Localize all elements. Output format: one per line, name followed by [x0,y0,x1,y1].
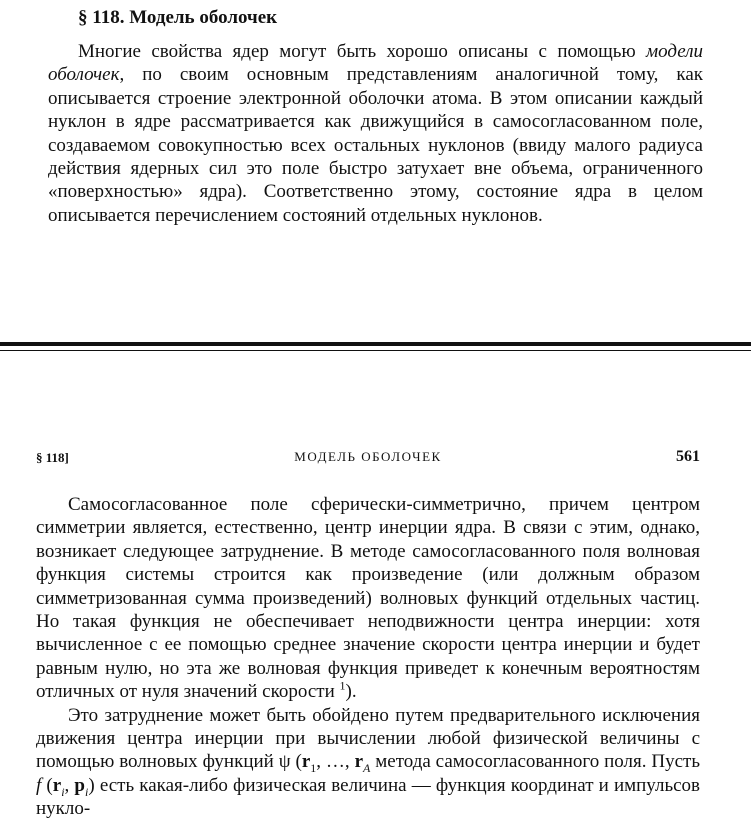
r-subscript-a: A [363,761,371,776]
body-paragraph-2: Это затруднение может быть обойдено путем предварительного исключения движения центра инерции при вычислении любой физической величины с помощью волновых функций ψ ($r_1$, …, $r_A$ метода самосогласованного поля. Пусть f ($r_i$, $p_i$) есть какая-либо физическая величина — функция координат и импульсов нукло- [36,704,701,820]
body-paragraph-1-end: ). [345,681,357,703]
intro-italic-term: модели оболочек [48,41,703,86]
ellipsis: , …, [316,751,350,773]
r-vector-i: r [52,774,62,796]
running-head-section: § 118] [36,450,69,465]
intro-text-rest: , по своим основным представлениям аналогичной тому, как описывается строение электронной оболочки атома. В этом описании каждый нуклон в ядре рассматривается как движущийся в самосогласованном поле, создаваемом совокупностью всех остальных нуклонов (ввиду малого радиуса действия ядерных сил это поле быстро затухает вне объема, ограниченного «поверхностью» ядра). Соответственно этому, состояние ядра в целом описывается перечислением состояний отдельных нуклонов. [48,64,703,226]
section-118-intro [48,6,703,227]
section-heading: § 118. Модель оболочек [78,7,278,28]
r-subscript-1: 1 [310,761,317,776]
running-head [36,446,700,468]
f-symbol: f [36,774,42,796]
body-paragraph-2-mid: метода самосогласованного поля. Пусть [375,751,700,773]
body-paragraph-1 [36,493,700,704]
footnote-marker: 1 [339,678,346,693]
psi-open-paren: ( [295,751,302,773]
p-subscript-i: i [85,784,89,799]
body-paragraph-2-tail: есть какая-либо физическая величина — функция координат и импульсов нукло- [36,774,701,820]
intro-paragraph [48,40,703,227]
f-open-paren: ( [46,774,53,796]
running-head-title: МОДЕЛЬ ОБОЛОЧЕК [294,449,442,464]
page-divider-thin [0,350,751,351]
r-vector-a: r [354,751,363,773]
page-561-body [36,493,700,821]
intro-text-start: Многие свойства ядер могут быть хорошо описаны с помощью [78,41,636,62]
page-number: 561 [676,448,700,465]
page-divider-thick [0,342,751,346]
r-vector: r [301,751,311,773]
body-paragraph-1-text: Самосогласованное поле сферически-симметрично, причем центром симметрии является, естественно, центр инерции ядра. В связи с этим, однако, возникает следующее затруднение. В методе самосогласованного поля волновая функция системы строится как произведение (или должным образом симметризованная сумма произведений) волновых функций отдельных частиц. Но такая функция не обеспечивает неподвижности центра инерции: хотя вычисленное с ее помощью среднее значение скорости центра инерции и будет равным нулю, но эта же волновая функция приведет к конечным вероятностям отличных от нуля значений скорости [36,494,700,703]
psi-symbol: ψ [278,751,291,773]
r-subscript-i: i [61,784,65,799]
p-vector-i: p [74,774,85,796]
body-paragraph-2-text: Это затруднение может быть обойдено путем предварительного исключения движения центра инерции при вычислении любой физической величины с помощью волновых функций [36,704,700,773]
